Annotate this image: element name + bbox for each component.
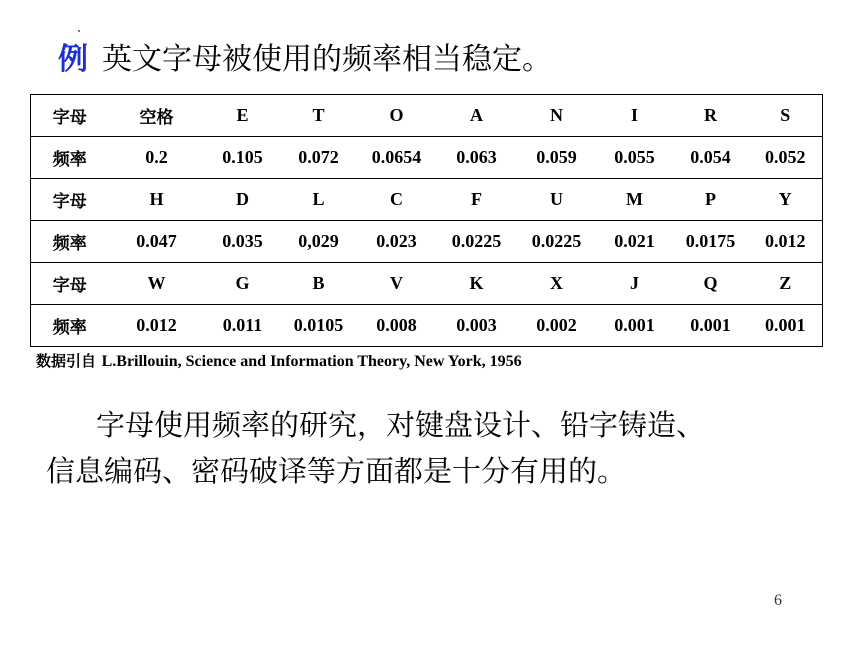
table-cell: F [437,179,517,221]
data-source [36,350,522,371]
table-cell: 0.063 [437,137,517,179]
row-header: 频率 [31,305,109,347]
table-cell: 0.003 [437,305,517,347]
table-cell: 0.052 [749,137,823,179]
table-cell: V [357,263,437,305]
source-citation: L.Brillouin, Science and Information Theory, New York, 1956 [101,353,522,370]
table-cell: L [281,179,357,221]
table-cell: U [517,179,597,221]
table-cell: 0.072 [281,137,357,179]
table-row [31,305,823,347]
table-cell: 0.0225 [437,221,517,263]
table-row [31,137,823,179]
table-cell: 0.001 [597,305,673,347]
table-cell: C [357,179,437,221]
table-cell: P [673,179,749,221]
table-cell: 0.054 [673,137,749,179]
table-cell: 0.059 [517,137,597,179]
table-cell: B [281,263,357,305]
table-row [31,179,823,221]
table-cell: I [597,95,673,137]
table-cell: 0.011 [205,305,281,347]
table-cell: 0.0654 [357,137,437,179]
title-text: 英文字母被使用的频率相当稳定。 [102,42,552,77]
table-cell: O [357,95,437,137]
table-cell: 0,029 [281,221,357,263]
table-cell: A [437,95,517,137]
row-header: 频率 [31,221,109,263]
slide-title [58,38,552,82]
table-cell: N [517,95,597,137]
table-cell: 0.008 [357,305,437,347]
table-cell: G [205,263,281,305]
row-header: 频率 [31,137,109,179]
table-cell: 0.001 [749,305,823,347]
body-line-1: 字母使用频率的研究，对键盘设计、铅字铸造、 [96,408,706,442]
table-cell: H [109,179,205,221]
decorative-dot [78,30,80,32]
table-row [31,221,823,263]
table-row [31,263,823,305]
table-cell: 0.012 [749,221,823,263]
page-number: 6 [774,592,782,609]
table-cell: J [597,263,673,305]
row-header: 字母 [31,179,109,221]
table-cell: W [109,263,205,305]
table-cell: Z [749,263,823,305]
table-row [31,95,823,137]
table-cell: 0.055 [597,137,673,179]
body-line-2: 信息编码、密码破译等方面都是十分有用的。 [46,454,627,488]
table-cell: 0.0175 [673,221,749,263]
table-cell: 0.047 [109,221,205,263]
table-cell: K [437,263,517,305]
table-cell: 0.001 [673,305,749,347]
table-cell: 0.2 [109,137,205,179]
table-cell: Y [749,179,823,221]
table-cell: D [205,179,281,221]
body-paragraph [46,402,836,494]
table-cell: 0.0105 [281,305,357,347]
table-cell: 0.023 [357,221,437,263]
table-cell: 0.105 [205,137,281,179]
table-cell: S [749,95,823,137]
table-cell: 空格 [109,95,205,137]
table-cell: 0.002 [517,305,597,347]
row-header: 字母 [31,95,109,137]
table-cell: 0.012 [109,305,205,347]
table-cell: 0.035 [205,221,281,263]
table-cell: 0.021 [597,221,673,263]
table-cell: R [673,95,749,137]
example-marker: 例 [58,42,88,77]
table-cell: Q [673,263,749,305]
table-cell: T [281,95,357,137]
table-cell: E [205,95,281,137]
letter-frequency-table [30,94,823,347]
row-header: 字母 [31,263,109,305]
table-cell: X [517,263,597,305]
table-cell: 0.0225 [517,221,597,263]
source-prefix: 数据引自 [36,352,97,370]
table-cell: M [597,179,673,221]
